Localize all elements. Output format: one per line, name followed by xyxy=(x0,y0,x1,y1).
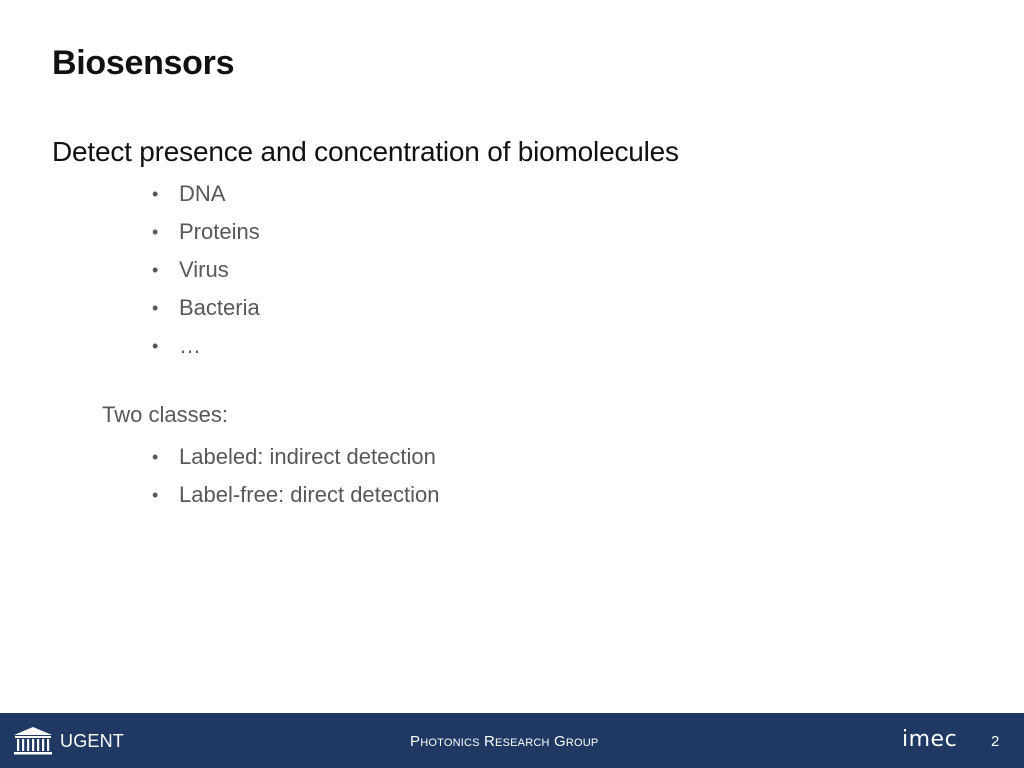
bullet-icon: • xyxy=(152,298,159,318)
ugent-label: UGENT xyxy=(60,730,124,751)
slide-subtitle: Detect presence and concentration of biomolecules xyxy=(52,136,679,167)
bullet-icon: • xyxy=(152,336,159,356)
list-item xyxy=(152,213,260,251)
bullet-icon: • xyxy=(152,222,159,242)
bullet-icon: • xyxy=(152,485,159,505)
list-item-label: Bacteria xyxy=(179,295,260,320)
bullet-icon: • xyxy=(152,447,159,467)
slide-title: Biosensors xyxy=(52,44,235,82)
research-group-name: Photonics Research Group xyxy=(410,733,599,750)
list-item-label: … xyxy=(179,333,201,358)
classes-heading: Two classes: xyxy=(102,402,228,427)
imec-logo: imec xyxy=(902,727,958,752)
slide-footer xyxy=(0,713,1024,768)
bullet-icon: • xyxy=(152,260,159,280)
classes-list xyxy=(152,438,440,514)
list-item xyxy=(152,289,260,327)
list-item xyxy=(152,327,260,365)
list-item-label: DNA xyxy=(179,181,226,206)
building-columns-icon xyxy=(12,726,54,756)
list-item xyxy=(152,175,260,213)
list-item-label: Labeled: indirect detection xyxy=(179,444,436,469)
slide-number: 2 xyxy=(991,733,1000,750)
list-item xyxy=(152,251,260,289)
list-item xyxy=(152,476,440,514)
list-item-label: Virus xyxy=(179,257,229,282)
list-item-label: Proteins xyxy=(179,219,260,244)
list-item-label: Label-free: direct detection xyxy=(179,482,440,507)
ugent-logo xyxy=(12,726,124,756)
biomolecule-list xyxy=(152,175,260,365)
bullet-icon: • xyxy=(152,184,159,204)
list-item xyxy=(152,438,440,476)
